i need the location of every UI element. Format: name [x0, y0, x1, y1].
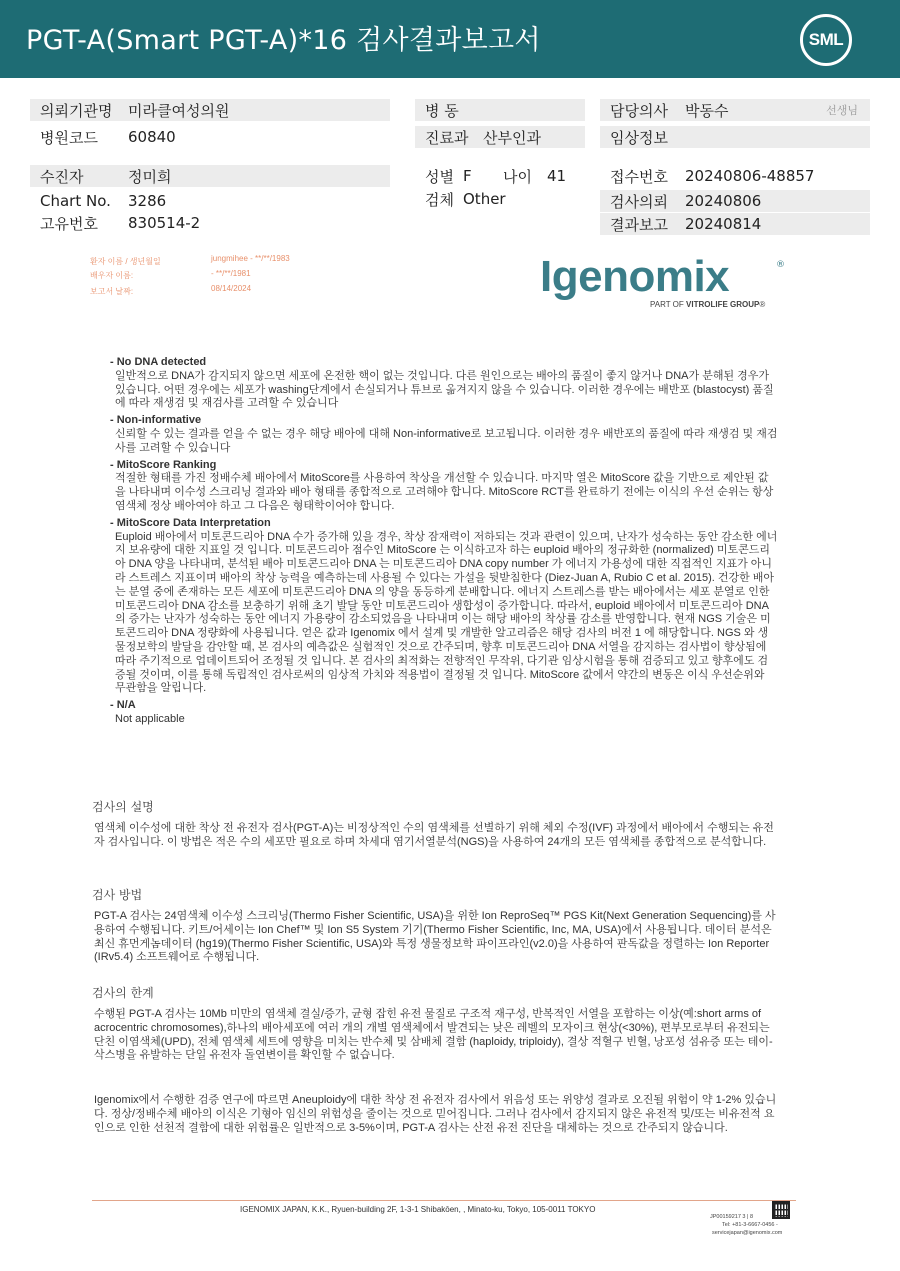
chart-label: Chart No. — [40, 192, 111, 210]
department-row — [415, 126, 585, 148]
unique-id-label: 고유번호 — [40, 214, 98, 233]
qr-code-icon — [772, 1201, 790, 1219]
department-value: 산부인과 — [483, 128, 541, 147]
footer-doc-code: JP00159217 3 | 8 — [710, 1214, 754, 1220]
doctor-label: 담당의사 — [610, 101, 668, 120]
definition-item — [110, 356, 778, 411]
specimen-label: 검체 — [425, 190, 454, 209]
unique-id-value: 830514-2 — [128, 214, 201, 232]
report-date-row — [600, 213, 870, 235]
section-heading-limitations: 검사의 한계 — [92, 986, 154, 1000]
receipt-label: 접수번호 — [610, 167, 668, 186]
doctor-suffix: 선생님 — [826, 104, 858, 117]
institution-row — [30, 99, 390, 121]
request-date-row — [600, 190, 870, 212]
report-date-value: 20240814 — [685, 215, 762, 233]
recipient-value: 정미희 — [128, 167, 172, 186]
report-title: PGT-A(Smart PGT-A)*16 검사결과보고서 — [26, 25, 541, 56]
footer-address: IGENOMIX JAPAN, K.K., Ryuen-building 2F, 1-3-1 Shibakōen, , Minato-ku, Tokyo, 105-0011 TOKYO — [240, 1205, 596, 1214]
receipt-value: 20240806-48857 — [685, 167, 815, 185]
stamp-date-label: 보고서 날짜: — [90, 287, 134, 296]
definition-desc: 일반적으로 DNA가 감지되지 않으면 세포에 온전한 핵이 없는 것입니다. 다른 원인으로는 배아의 품질이 좋지 않거나 DNA가 분해된 경우가 있습니다. 어떤 경우에는 세포가 washing단계에서 손실되거나 튜브로 옮겨지지 않을 수 있습니다. 이러한 경우에는 배반포 (blastocyst) 품질에 따라 재생검 및 재검사를 고려할 수 있습니다 — [115, 369, 774, 410]
definition-desc: 신뢰할 수 있는 결과를 얻을 수 없는 경우 해당 배아에 대해 Non-informative로 보고됩니다. 이러한 경우 배반포의 품질에 따라 재생검 및 재검사를 고려할 수 있습니다 — [115, 427, 778, 454]
section-heading-method: 검사 방법 — [92, 888, 143, 902]
institution-label: 의뢰기관명 — [40, 101, 113, 120]
section-paragraph: 염색체 이수성에 대한 착상 전 유전자 검사(PGT-A)는 비정상적인 수의 염색체를 선별하기 위해 체외 수정(IVF) 과정에서 배아에서 수행되는 유전자 검사입니다. 이 방법은 적은 수의 세포만 필요로 하며 차세대 염기서열분석(NGS)을 사용하여 24개의 모든 염색체를 종합적으로 분석합니다. — [94, 822, 774, 848]
stamp-patient-label: 환자 이름 / 생년월일 — [90, 257, 161, 266]
ward-label: 병 동 — [425, 101, 459, 120]
specimen-row — [415, 188, 585, 210]
igenomix-wordmark: Igenomix — [540, 252, 730, 301]
clinical-row — [600, 126, 870, 148]
stamp-spouse-value: - **/**/1981 — [211, 269, 251, 278]
chart-value: 3286 — [128, 192, 167, 210]
definition-item — [110, 517, 778, 696]
stamp-spouse-label: 배우자 이름: — [90, 271, 134, 280]
receipt-row — [600, 165, 870, 187]
sml-logo: SML — [800, 14, 852, 66]
institution-value: 미라클여성의원 — [128, 101, 230, 120]
footer-tel: Tel: +81-3-6667-0456 - — [722, 1222, 778, 1228]
definition-desc: Euploid 배아에서 미토콘드리아 DNA 수가 증가해 있을 경우, 착상 잠재력이 저하되는 것과 관련이 있으며, 난자가 성숙하는 동안 감소한 에너지 보유량에 대한 지표일 것 입니다. 미토콘드리아 점수인 MitoScore 는 이식하고자 하는 euploid 배아의 정규화한 (normalized) 미토콘드리아 DNA 양을 나타내며, 분석된 배아 미토콘드리아 DNA 는 미토콘드리아 DNA copy number 가 에너지 가용성에 대한 직접적인 지표가 아니라 스트레스 지표이며 배아의 착상 능력을 예측하는데 사용될 수 있다는 가설을 뒷받침한다 (Diez-Juan A, Rubio C et al. 2015). 건강한 배아는 분열 중에 존재하는 모든 세포에 미토콘드리아 DNA 의 양을 동등하게 분배합니다. 에너지 스트레스를 받는 배아에서는 세포 분열로 인한 미토콘드리아 DNA 감소를 보충하기 위해 초기 발달 동안 미토콘드리아 생합성이 증가합니다. 따라서, euploid 배아에서 미토콘드리아 DNA 의 증가는 난자가 성숙하는 동안 에너지 가용량이 감소되었음을 나타내며 이는 해당 배아의 착상률 감소를 반영합니다. 현재 NGS 기술은 미토콘드리아 DNA 정량화에 사용됩니다. 얻은 값과 Igenomix 에서 설계 및 개발한 알고리즘은 해당 검사의 버전 1 에 해당합니다. NGS 와 생물정보학의 발달을 감안할 때, 본 검사의 예측값은 실험적인 것으로 간주되며, 향후 미토콘드리아 DNA 서열을 감지하는 검사법이 향상됨에 따라 주기적으로 업데이트되어 조정될 것 입니다. 본 검사의 최적화는 전향적인 무작위, 다기관 임상시험을 통해 검증되고 있고 향후에도 검증될 것이며, 이를 통해 독립적인 검사로써의 임상적 가치와 적용법이 결정될 것 입니다. MitoScore 값에서 약간의 변동은 이식 우선순위와 무관함을 알립니다. — [115, 530, 778, 695]
clinical-label: 임상정보 — [610, 128, 668, 147]
sex-value: F — [463, 167, 472, 185]
footer-divider — [92, 1200, 796, 1201]
definition-term: - N/A — [110, 699, 136, 712]
ward-row — [415, 99, 585, 121]
definition-desc: Not applicable — [115, 712, 185, 725]
chart-row — [30, 190, 390, 212]
definitions-block — [110, 356, 778, 730]
sex-label: 성별 — [425, 167, 454, 186]
definition-term: - Non-informative — [110, 414, 202, 427]
section-paragraph: 수행된 PGT-A 검사는 10Mb 미만의 염색체 결실/증가, 균형 잡힌 유전 물질로 구조적 재구성, 반복적인 서열을 포함하는 이상(예:short arms of acrocentric chromosomes),하나의 배아세포에 여러 개의 개별 염색체에서 발견되는 낮은 레벨의 모자이크 현상(<30%), 편부모로부터 유전되는 단친 이염색체(UPD), 전체 염색체 세트에 영향을 미치는 반수체 및 삼배체 결함 (haploidy, triploidy), 결상 적혈구 빈혈, 낭포성 섬유증 또는 테이-삭스병을 유발하는 단일 유전자 돌연변이를 확인할 수 없습니다. — [94, 1008, 773, 1062]
definition-item — [110, 459, 778, 514]
stamp-patient-value: jungmihee - **/**/1983 — [211, 254, 290, 263]
request-date-label: 검사의뢰 — [610, 192, 668, 211]
definition-term: - No DNA detected — [110, 356, 207, 368]
definition-item — [110, 414, 778, 455]
age-label: 나이 — [503, 167, 532, 186]
recipient-label: 수진자 — [40, 167, 84, 186]
definition-item — [110, 699, 778, 727]
igenomix-logo — [540, 252, 790, 312]
section-heading-description: 검사의 설명 — [92, 800, 154, 814]
doctor-row — [600, 99, 870, 121]
report-header — [0, 0, 900, 78]
definition-term: - MitoScore Data Interpretation — [110, 516, 271, 529]
request-date-value: 20240806 — [685, 192, 762, 210]
recipient-row — [30, 165, 390, 187]
hospital-code-row — [30, 126, 390, 148]
unique-id-row — [30, 212, 390, 234]
section-paragraph: PGT-A 검사는 24염색체 이수성 스크리닝(Thermo Fisher Scientific, USA)을 위한 Ion ReproSeq™ PGS Kit(Next Generation Sequencing)를 사용하여 수행됩니다. 키트/어세이는 Ion Chef™ 및 Ion S5 System 기기(Thermo Fisher Scientific, Inc, MA, USA)에서 사용됩니다. 데이터 분석은최신 휴먼게놈데이터 (hg19)(Thermo Fisher Scientific, USA)와 특정 생물정보학 파이프라인(v2.0)을 사용하여 판독값을 정렬하는 Ion Reporter (IRv5.4) 소프트웨어로 수행됩니다. — [94, 910, 776, 964]
vitrolife-tagline: PART OF VITROLIFE GROUP® — [650, 300, 766, 309]
department-label: 진료과 — [425, 128, 469, 147]
footer-email: servicejapan@igenomix.com — [712, 1230, 783, 1236]
hospital-code-label: 병원코드 — [40, 128, 98, 147]
definition-term: - MitoScore Ranking — [110, 458, 217, 471]
igenomix-reg-mark: ® — [776, 260, 785, 270]
doctor-value: 박동수 — [685, 101, 729, 120]
definition-desc: 적절한 형태를 가진 정배수체 배아에서 MitoScore를 사용하여 착상을 개선할 수 있습니다. 마지막 열은 MitoScore 값을 기반으로 제안된 값을 나타내며 이수성 스크리닝 결과와 배아 형태를 종합적으로 고려해야 합니다. MitoScore RCT를 완료하기 전에는 이식의 우선 순위는 항상 염색체 정상 배아여야 하고 그 다음은 형태학이어야 합니다. — [115, 472, 774, 512]
section-paragraph: Igenomix에서 수행한 검증 연구에 따르면 Aneuploidy에 대한 착상 전 유전자 검사에서 위음성 또는 위양성 결과로 오진될 위험이 약 1-2% 있습니다. 정상/정배수체 배아의 이식은 기형아 임신의 위험성을 줄이는 것으로 믿어집니다. 그러나 검사에서 감지되지 않은 유전적 및/또는 비유전적 요인으로 인한 선천적 결함에 대한 위험률은 일반적으로 3-5%이며, PGT-A 검사는 산전 유전 진단을 대체하는 것으로 간주되지 않습니다. — [94, 1094, 777, 1134]
stamp-date-value: 08/14/2024 — [211, 284, 252, 293]
hospital-code-value: 60840 — [128, 128, 176, 146]
age-value: 41 — [547, 167, 567, 185]
report-date-label: 결과보고 — [610, 215, 668, 234]
specimen-value: Other — [463, 190, 506, 208]
sex-age-row — [415, 165, 585, 187]
